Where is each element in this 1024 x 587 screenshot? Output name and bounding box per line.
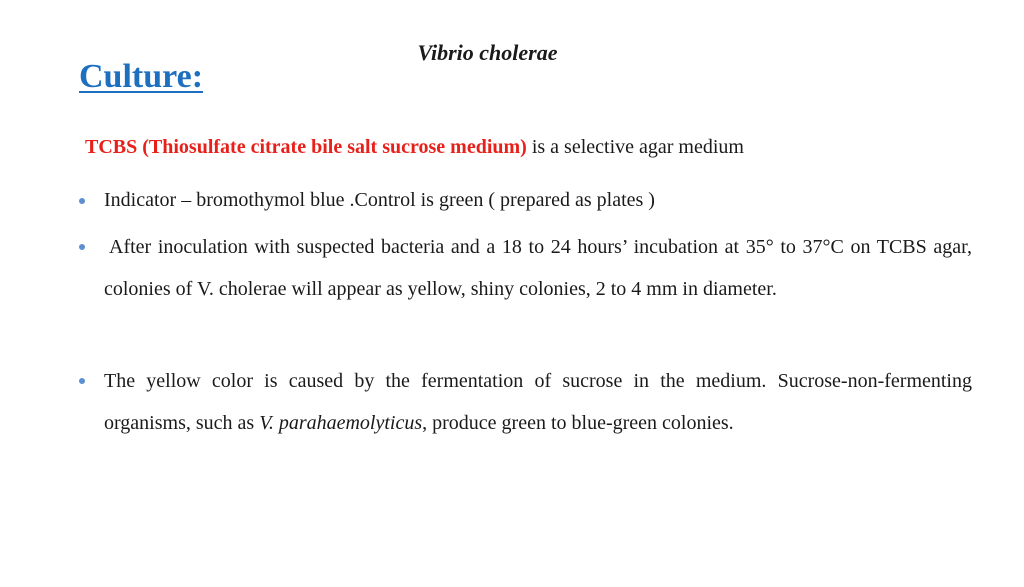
bullet-italic-species: V. parahaemolyticus (259, 412, 423, 434)
bullet-dot-icon (79, 244, 85, 250)
bullet-inoculation (104, 226, 972, 310)
bullet-text: After inoculation with suspected bacteria and a 18 to 24 hours’ incubation at 35° to 37°C on TCBS agar, colonies of V. cholerae will appear as yellow, shiny colonies, 2 to 4 mm in diameter. (104, 236, 972, 300)
intro-line (85, 136, 744, 159)
slide-subject-title: Vibrio cholerae (417, 40, 558, 65)
bullet-text: Indicator – bromothymol blue .Control is green ( prepared as plates ) (104, 189, 655, 211)
tcbs-highlight: TCBS (Thiosulfate citrate bile salt sucrose medium) (85, 136, 527, 158)
bullet-indicator (104, 186, 972, 214)
bullet-yellow-color (104, 360, 972, 444)
intro-rest: is a selective agar medium (526, 136, 744, 158)
bullet-dot-icon (79, 378, 85, 384)
bullet-text-part2: , produce green to blue-green colonies. (422, 412, 734, 434)
culture-heading: Culture: (79, 58, 204, 95)
bullet-dot-icon (79, 198, 85, 204)
bullet-text-part1: The yellow color is caused by the fermentation of sucrose in the medium. Sucrose-non-fermenting organisms, such as (104, 370, 972, 434)
